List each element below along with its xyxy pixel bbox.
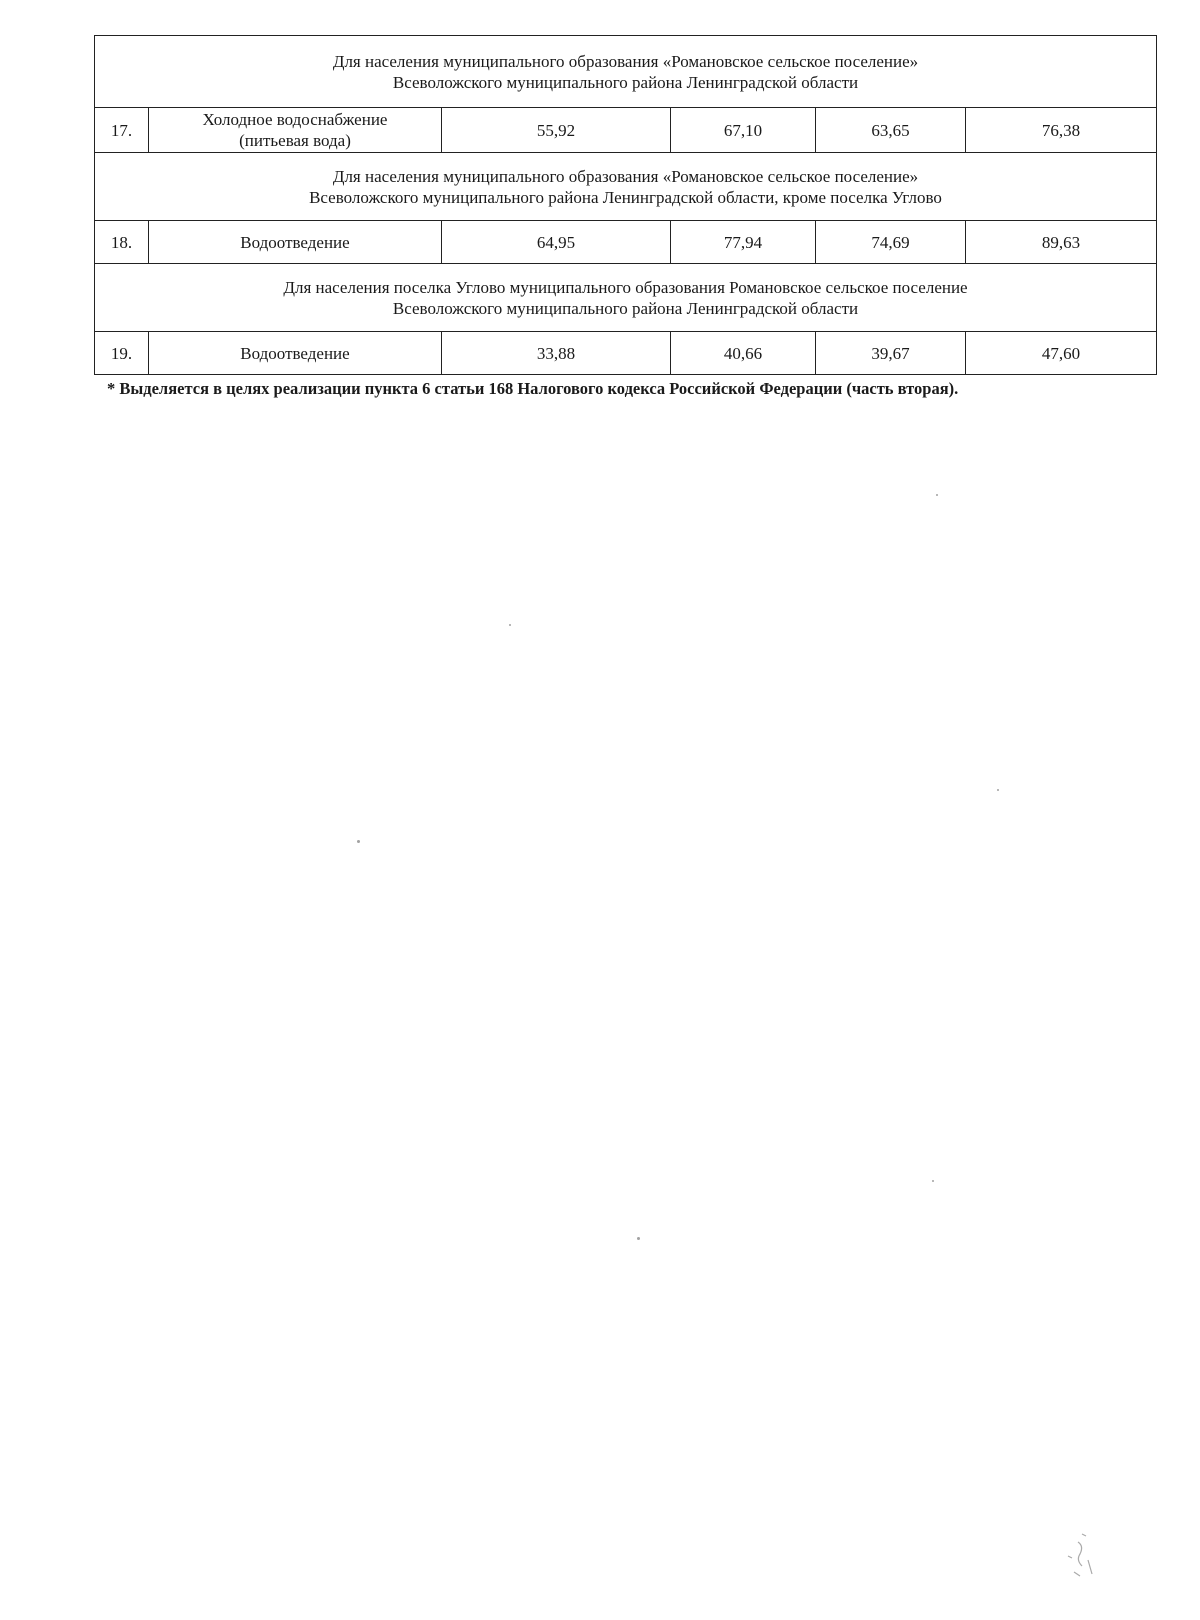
scan-speck <box>997 789 999 791</box>
value-cell: 67,10 <box>671 108 816 153</box>
group-header-cell <box>95 153 1157 221</box>
value-cell: 40,66 <box>671 332 816 375</box>
group-header-line: Всеволожского муниципального района Ленинградской области, кроме поселка Углово <box>309 187 942 207</box>
service-name-line: Холодное водоснабжение <box>202 110 388 129</box>
stamp-mark-icon <box>1060 1530 1100 1580</box>
group-header-cell <box>95 36 1157 108</box>
table-row <box>95 108 1157 153</box>
row-number: 18. <box>95 221 149 264</box>
group-header-line: Для населения муниципального образования «Романовское сельское поселение» <box>332 166 919 186</box>
scan-speck <box>357 840 360 843</box>
group-header-line: Для населения поселка Углово муниципального образования Романовское сельское поселение <box>283 277 968 297</box>
group-header-line: Всеволожского муниципального района Ленинградской области <box>392 298 859 318</box>
group-header-cell <box>95 264 1157 332</box>
value-cell: 89,63 <box>966 221 1157 264</box>
scan-speck <box>932 1180 934 1182</box>
scan-speck <box>637 1237 640 1240</box>
value-cell: 33,88 <box>442 332 671 375</box>
group-header-line: Всеволожского муниципального района Ленинградской области <box>392 72 859 92</box>
row-number: 17. <box>95 108 149 153</box>
scan-speck <box>509 624 511 626</box>
group-header-row <box>95 264 1157 332</box>
value-cell: 74,69 <box>816 221 966 264</box>
value-cell: 47,60 <box>966 332 1157 375</box>
value-cell: 63,65 <box>816 108 966 153</box>
table-row <box>95 332 1157 375</box>
value-cell: 76,38 <box>966 108 1157 153</box>
group-header-line: Для населения муниципального образования «Романовское сельское поселение» <box>332 51 919 71</box>
scan-speck <box>936 494 938 496</box>
footnote: * Выделяется в целях реализации пункта 6 статьи 168 Налогового кодекса Российской Федерации (часть вторая). <box>107 379 959 398</box>
table-row <box>95 221 1157 264</box>
group-header-row <box>95 36 1157 108</box>
service-name-line: (питьевая вода) <box>239 131 351 150</box>
service-name: Водоотведение <box>149 221 442 264</box>
value-cell: 39,67 <box>816 332 966 375</box>
service-name: Водоотведение <box>149 332 442 375</box>
value-cell: 55,92 <box>442 108 671 153</box>
tariff-table <box>94 35 1157 375</box>
service-name <box>149 108 442 153</box>
value-cell: 77,94 <box>671 221 816 264</box>
group-header-row <box>95 153 1157 221</box>
row-number: 19. <box>95 332 149 375</box>
value-cell: 64,95 <box>442 221 671 264</box>
